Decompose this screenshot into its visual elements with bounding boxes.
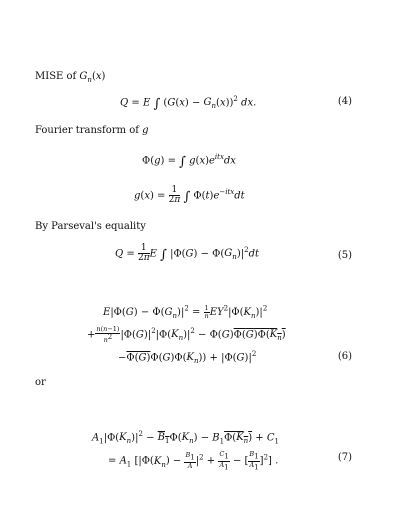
equation-7-line-2: = $A_1$ [$|\Phi(K_n)$ − $\frac{B_1}{A}$ $|^2$ + $\frac{C_1}{A_1}$ − [ $\frac{B_1}{A_1}$ ]$^2$] . (108, 450, 279, 471)
or-word: or (35, 377, 46, 388)
equation-4-number: (4) (337, 96, 352, 107)
equation-4: Q = E ∫ $(G(x) - G_n(x))^2$ dx. (120, 95, 257, 112)
equation-6-number: (6) (337, 351, 352, 362)
equation-7-number: (7) (337, 452, 352, 463)
equation-6-line-1: $E|\Phi(G) - \Phi(G_n)|^2$ = $\frac{1}{n}$ $EY^2|\Phi(K_n)|^2$ (103, 304, 268, 320)
equation-6-line-2: + $\frac{n(n-1)}{n^2}$ $|\Phi(G)|^2|\Phi(K_n)|^2 - \Phi(G)\Phi(G)\Phi(K_n)$ (87, 325, 286, 344)
parseval-heading: By Parseval's equality (35, 221, 146, 232)
equation-5: Q = $\frac{1}{2\pi}$ E ∫ $|\Phi(G) - \Phi(G_n)|^2dt$ (115, 243, 259, 264)
fourier-heading: Fourier transform of g (35, 125, 149, 136)
fourier-transform-equation: Φ(g) = ∫ $g(x)e^{itx}dx$ (142, 153, 236, 170)
equation-5-number: (5) (337, 250, 352, 261)
mise-heading: MISE of $G_n(x)$ (35, 71, 106, 84)
equation-7-line-1: $A_1|\Phi(K_n)|^2 - B_1\Phi(K_n) - B_1\Phi(K_n) + C_1$ (92, 430, 279, 446)
inverse-transform-equation: g(x) = $\frac{1}{2\pi}$ ∫ $\Phi(t)e^{-itx}dt$ (134, 185, 245, 206)
equation-6-line-3: $-\Phi(G)\Phi(G)\Phi(K_n)) + |\Phi(G)|^2$ (118, 350, 257, 366)
